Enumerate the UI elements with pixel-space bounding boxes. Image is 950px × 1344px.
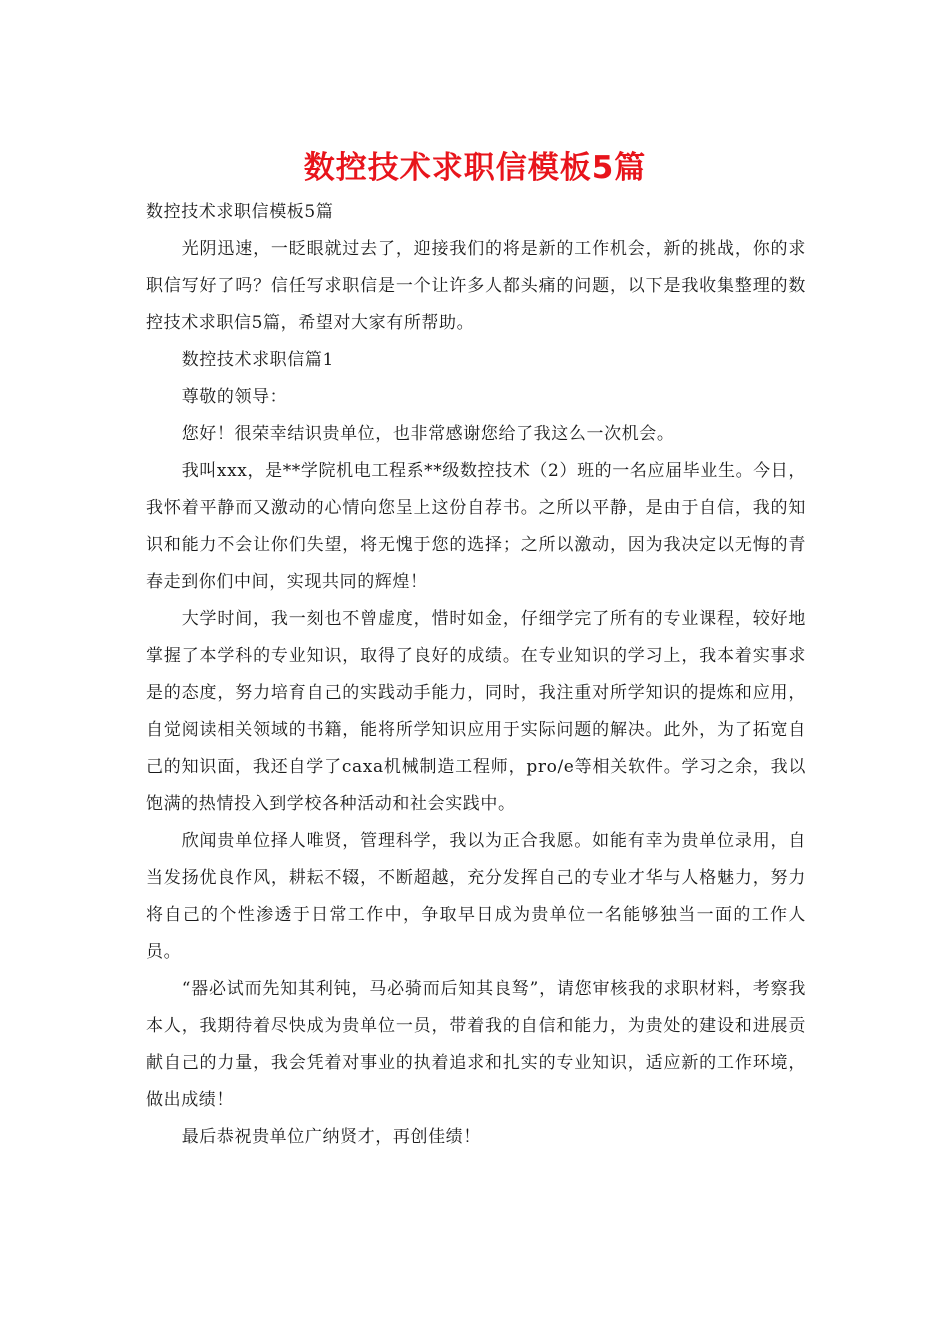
paragraph-section-heading: 数控技术求职信篇1 xyxy=(181,350,334,370)
paragraph-aspiration: 欣闻贵单位择人唯贤，管理科学，我以为正合我愿。如能有幸为贵单位录用，自当发扬优良作风，耕耘不辍，不断超越，充分发挥自己的专业才华与人格魅力，努力将自己的个性渗透于日常工作中，争取早日成为贵单位一名能够独当一面的工作人员。 xyxy=(146,831,806,962)
paragraph-salutation: 尊敬的领导： xyxy=(181,387,288,407)
paragraph-request: “器必试而先知其利钝，马必骑而后知其良驽”，请您审核我的求职材料，考察我本人，我期待着尽快成为贵单位一员，带着我的自信和能力，为贵处的建设和进展贡献自己的力量，我会凭着对事业的执着追求和扎实的专业知识，适应新的工作环境，做出成绩！ xyxy=(146,979,806,1110)
paragraph-intro: 光阴迅速，一眨眼就过去了，迎接我们的将是新的工作机会，新的挑战，你的求职信写好了吗？信任写求职信是一个让许多人都头痛的问题，以下是我收集整理的数控技术求职信5篇，希望对大家有所帮助。 xyxy=(146,239,806,333)
paragraph-subtitle: 数控技术求职信模板5篇 xyxy=(146,202,334,222)
paragraph-greeting: 您好！很荣幸结识贵单位，也非常感谢您给了我这么一次机会。 xyxy=(181,424,675,444)
paragraph-self-introduction: 我叫xxx，是**学院机电工程系**级数控技术（2）班的一名应届毕业生。今日，我怀着平静而又激动的心情向您呈上这份自荐书。之所以平静，是由于自信，我的知识和能力不会让你们失望，将无愧于您的选择；之所以激动，因为我决定以无悔的青春走到你们中间，实现共同的辉煌！ xyxy=(146,461,806,592)
document-title: 数控技术求职信模板5篇 xyxy=(303,150,647,186)
document-body xyxy=(146,194,806,1156)
paragraph-closing: 最后恭祝贵单位广纳贤才，再创佳绩！ xyxy=(181,1127,481,1147)
paragraph-study: 大学时间，我一刻也不曾虚度，惜时如金，仔细学完了所有的专业课程，较好地掌握了本学科的专业知识，取得了良好的成绩。在专业知识的学习上，我本着实事求是的态度，努力培育自己的实践动手能力，同时，我注重对所学知识的提炼和应用，自觉阅读相关领域的书籍，能将所学知识应用于实际问题的解决。此外，为了拓宽自己的知识面，我还自学了caxa机械制造工程师，pro/e等相关软件。学习之余，我以饱满的热情投入到学校各种活动和社会实践中。 xyxy=(146,609,806,814)
